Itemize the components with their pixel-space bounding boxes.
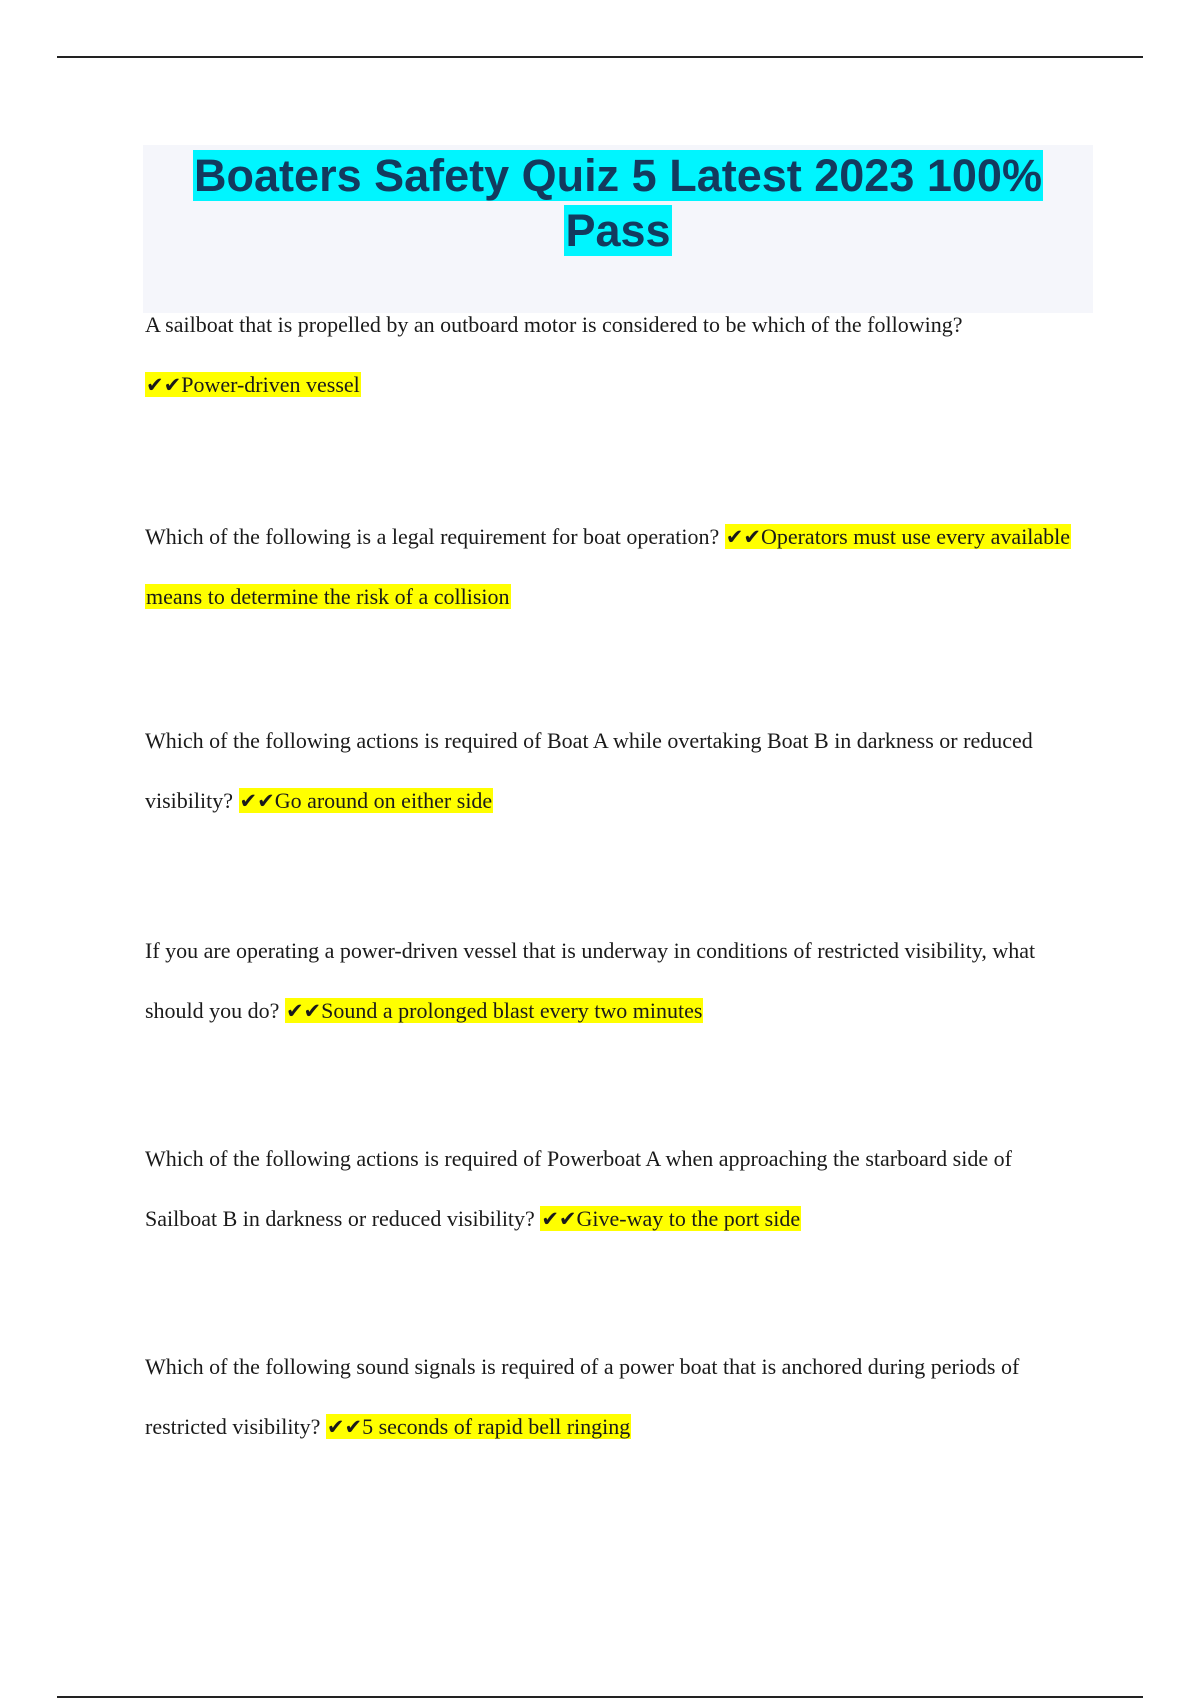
question-text: Which of the following actions is required of Boat A while overtaking Boat B in darkness or reduced visibility? [145,728,1033,813]
double-check-icon: ✔✔ [326,1415,363,1439]
answer-text: Give-way to the port side [576,1206,801,1231]
answer-highlight [145,372,361,397]
question-block [145,1337,1085,1457]
answer-highlight [540,1206,801,1231]
bottom-divider [57,1696,1143,1698]
title-banner [143,145,1093,313]
question-text: Which of the following sound signals is required of a power boat that is anchored during periods of restricted visibility? [145,1354,1020,1439]
question-block [145,295,1085,415]
question-block [145,507,1085,627]
double-check-icon: ✔✔ [239,789,275,813]
answer-text: Go around on either side [274,788,493,813]
answer-text: 5 seconds of rapid bell ringing [362,1414,631,1439]
answer-highlight [239,788,494,813]
double-check-icon: ✔✔ [146,373,182,397]
answer-text: Operators must use every available means to determine the risk of a collision [146,524,1071,609]
question-text: If you are operating a power-driven vessel that is underway in conditions of restricted visibility, what should you do? [145,938,1036,1023]
answer-text: Power-driven vessel [181,372,360,397]
answer-highlight [326,1414,631,1439]
double-check-icon: ✔✔ [725,525,761,549]
page-title-text: Boaters Safety Quiz 5 Latest 2023 100% Pass [194,150,1042,256]
question-text: Which of the following is a legal requirement for boat operation? [145,524,720,549]
question-block [145,711,1085,831]
question-text: A sailboat that is propelled by an outboard motor is considered to be which of the following? [145,312,963,337]
page-title [143,145,1093,258]
answer-text: Sound a prolonged blast every two minutes [321,998,703,1023]
question-text: Which of the following actions is required of Powerboat A when approaching the starboard side of Sailboat B in darkness or reduced visibility? [145,1146,1012,1231]
top-divider [57,56,1143,58]
answer-highlight [285,998,703,1023]
question-block [145,921,1085,1041]
double-check-icon: ✔✔ [285,999,322,1023]
question-block [145,1129,1085,1249]
double-check-icon: ✔✔ [541,1207,577,1231]
